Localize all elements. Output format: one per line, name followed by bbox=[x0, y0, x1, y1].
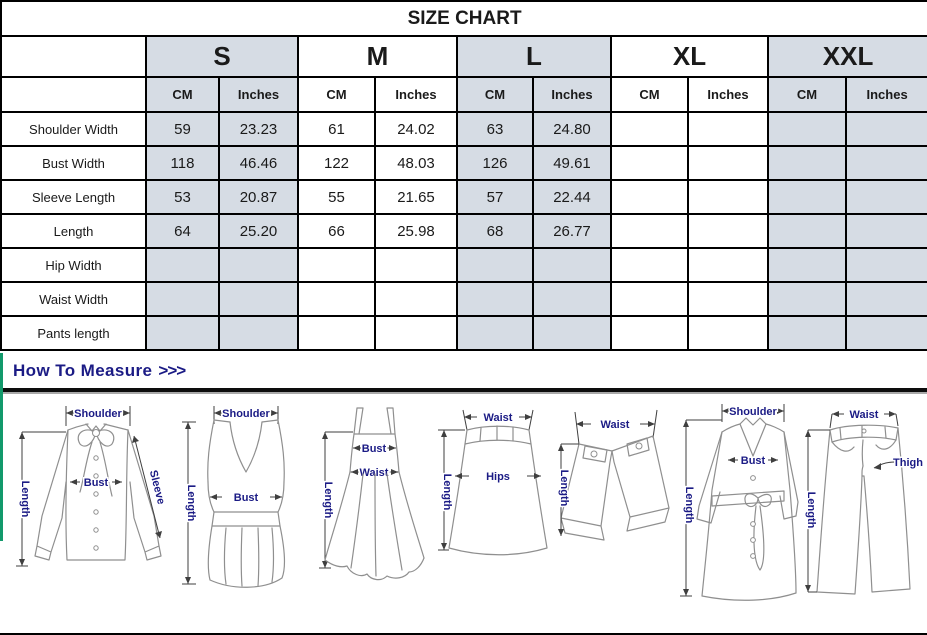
value-cell: 24.02 bbox=[375, 112, 457, 146]
value-cell bbox=[146, 248, 219, 282]
measure-label-waist: Waist bbox=[359, 467, 389, 479]
table-row bbox=[1, 214, 927, 248]
measure-label-sleeve: Sleeve bbox=[146, 468, 167, 506]
value-cell: 26.77 bbox=[533, 214, 611, 248]
measure-heading-text: How To Measure bbox=[13, 361, 153, 380]
size-header-xxl: XXL bbox=[768, 36, 927, 77]
value-cell bbox=[611, 180, 688, 214]
value-cell: 55 bbox=[298, 180, 375, 214]
value-cell bbox=[611, 316, 688, 350]
value-cell: 66 bbox=[298, 214, 375, 248]
measure-label-length: Length bbox=[321, 481, 334, 519]
page-title: SIZE CHART bbox=[1, 1, 927, 36]
how-to-measure-section bbox=[0, 351, 927, 606]
measure-label-length: Length bbox=[440, 473, 453, 511]
measure-label-bust: Bust bbox=[740, 455, 765, 467]
value-cell: 118 bbox=[146, 146, 219, 180]
size-header-row bbox=[1, 36, 927, 77]
size-header-s: S bbox=[146, 36, 298, 77]
measure-label-bust: Bust bbox=[361, 443, 386, 455]
chevrons-right-icon: >>> bbox=[158, 361, 186, 380]
measure-label-waist: Waist bbox=[483, 412, 513, 424]
measure-label-length: Length bbox=[558, 469, 571, 507]
unit-header: CM bbox=[146, 77, 219, 112]
value-cell bbox=[688, 214, 768, 248]
value-cell bbox=[298, 282, 375, 316]
value-cell bbox=[846, 282, 927, 316]
row-label: Pants length bbox=[1, 316, 146, 350]
measure-label-length: Length bbox=[804, 491, 817, 529]
row-label: Shoulder Width bbox=[1, 112, 146, 146]
measure-label-hips: Hips bbox=[486, 471, 510, 483]
value-cell: 21.65 bbox=[375, 180, 457, 214]
value-cell bbox=[846, 214, 927, 248]
unit-header: Inches bbox=[846, 77, 927, 112]
measure-label-waist: Waist bbox=[600, 419, 630, 431]
measure-heading bbox=[0, 351, 927, 388]
value-cell bbox=[688, 282, 768, 316]
left-green-bar bbox=[0, 353, 3, 541]
value-cell: 22.44 bbox=[533, 180, 611, 214]
row-label: Bust Width bbox=[1, 146, 146, 180]
value-cell bbox=[219, 282, 298, 316]
value-cell: 48.03 bbox=[375, 146, 457, 180]
unit-header: CM bbox=[457, 77, 533, 112]
table-row bbox=[1, 112, 927, 146]
value-cell: 64 bbox=[146, 214, 219, 248]
unit-header: Inches bbox=[375, 77, 457, 112]
diagram-tank-top bbox=[174, 400, 312, 600]
diagram-coat bbox=[672, 400, 800, 605]
size-header-xl: XL bbox=[611, 36, 768, 77]
value-cell bbox=[846, 146, 927, 180]
value-cell bbox=[457, 316, 533, 350]
value-cell bbox=[611, 112, 688, 146]
diagram-skirt bbox=[433, 400, 551, 600]
value-cell: 53 bbox=[146, 180, 219, 214]
value-cell bbox=[846, 248, 927, 282]
value-cell bbox=[298, 316, 375, 350]
value-cell bbox=[768, 282, 846, 316]
unit-header: CM bbox=[768, 77, 846, 112]
value-cell bbox=[457, 248, 533, 282]
value-cell bbox=[298, 248, 375, 282]
measurement-diagrams bbox=[0, 394, 927, 606]
title-row bbox=[1, 1, 927, 36]
row-label: Hip Width bbox=[1, 248, 146, 282]
value-cell bbox=[146, 316, 219, 350]
value-cell: 24.80 bbox=[533, 112, 611, 146]
measure-label-shoulder: Shoulder bbox=[74, 408, 122, 420]
value-cell bbox=[688, 180, 768, 214]
value-cell bbox=[146, 282, 219, 316]
value-cell bbox=[768, 112, 846, 146]
value-cell bbox=[768, 316, 846, 350]
value-cell bbox=[375, 248, 457, 282]
value-cell: 63 bbox=[457, 112, 533, 146]
value-cell bbox=[611, 282, 688, 316]
unit-header-row bbox=[1, 77, 927, 112]
diagram-pants bbox=[800, 400, 925, 605]
diagram-shorts bbox=[551, 400, 671, 600]
row-label: Waist Width bbox=[1, 282, 146, 316]
value-cell bbox=[846, 112, 927, 146]
value-cell bbox=[768, 214, 846, 248]
value-cell: 49.61 bbox=[533, 146, 611, 180]
unit-header: Inches bbox=[533, 77, 611, 112]
value-cell bbox=[533, 248, 611, 282]
value-cell: 23.23 bbox=[219, 112, 298, 146]
measure-label-shoulder: Shoulder bbox=[728, 406, 777, 418]
value-cell bbox=[375, 316, 457, 350]
value-cell: 122 bbox=[298, 146, 375, 180]
size-header-m: M bbox=[298, 36, 457, 77]
value-cell bbox=[375, 282, 457, 316]
value-cell bbox=[611, 214, 688, 248]
value-cell bbox=[768, 248, 846, 282]
value-cell: 57 bbox=[457, 180, 533, 214]
unit-header: CM bbox=[298, 77, 375, 112]
row-label: Length bbox=[1, 214, 146, 248]
value-cell: 46.46 bbox=[219, 146, 298, 180]
value-cell bbox=[846, 316, 927, 350]
measure-label-waist: Waist bbox=[849, 409, 879, 421]
corner-cell bbox=[1, 77, 146, 112]
value-cell bbox=[611, 146, 688, 180]
unit-header: Inches bbox=[688, 77, 768, 112]
measure-label-thigh: Thigh bbox=[893, 457, 923, 469]
measure-label-bust: Bust bbox=[83, 477, 109, 489]
value-cell bbox=[688, 248, 768, 282]
table-row bbox=[1, 282, 927, 316]
corner-cell bbox=[1, 36, 146, 77]
value-cell bbox=[768, 146, 846, 180]
value-cell bbox=[688, 146, 768, 180]
value-cell: 20.87 bbox=[219, 180, 298, 214]
value-cell bbox=[219, 316, 298, 350]
value-cell: 59 bbox=[146, 112, 219, 146]
value-cell: 25.20 bbox=[219, 214, 298, 248]
table-row bbox=[1, 316, 927, 350]
value-cell bbox=[533, 316, 611, 350]
size-header-l: L bbox=[457, 36, 611, 77]
measure-label-length: Length bbox=[185, 484, 198, 522]
table-row bbox=[1, 248, 927, 282]
measure-label-bust: Bust bbox=[234, 492, 259, 504]
value-cell bbox=[688, 112, 768, 146]
value-cell bbox=[533, 282, 611, 316]
value-cell bbox=[457, 282, 533, 316]
measure-label-shoulder: Shoulder bbox=[222, 408, 271, 420]
value-cell: 61 bbox=[298, 112, 375, 146]
diagram-blouse bbox=[8, 400, 174, 600]
value-cell: 126 bbox=[457, 146, 533, 180]
value-cell bbox=[611, 248, 688, 282]
value-cell bbox=[688, 316, 768, 350]
unit-header: Inches bbox=[219, 77, 298, 112]
value-cell bbox=[768, 180, 846, 214]
value-cell: 68 bbox=[457, 214, 533, 248]
measure-label-length: Length bbox=[682, 486, 695, 524]
table-row bbox=[1, 146, 927, 180]
table-row bbox=[1, 180, 927, 214]
diagram-slip-dress bbox=[313, 400, 433, 600]
value-cell bbox=[219, 248, 298, 282]
value-cell bbox=[846, 180, 927, 214]
unit-header: CM bbox=[611, 77, 688, 112]
measure-label-length: Length bbox=[19, 480, 31, 518]
value-cell: 25.98 bbox=[375, 214, 457, 248]
row-label: Sleeve Length bbox=[1, 180, 146, 214]
